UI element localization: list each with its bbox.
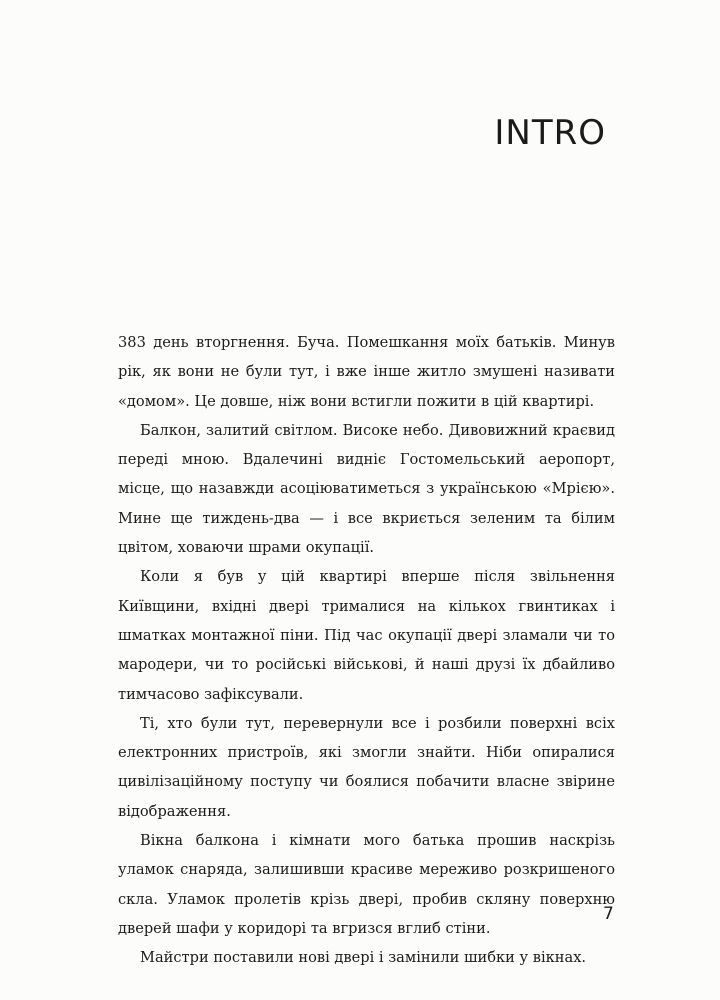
paragraph-3: Коли я був у цій квартирі вперше після звільнення Київщини, вхідні двері трималися на кількох гвинтиках і шматках монтажної піни. Під час окупації двері зламали чи то мародери, чи то російські військові, й наші друзі їх дбайливо тимчасово зафіксували. bbox=[118, 568, 615, 703]
paragraph-6: Майстри поставили нові двері і замінили шибки у вікнах. bbox=[140, 949, 587, 967]
paragraph-2: Балкон, залитий світлом. Високе небо. Дивовижний краєвид переді мною. Вдалечині видніє Гостомельський аеропорт, місце, що назавжди асоціюватиметься з українською «Мрією». Мине ще тиждень-два — і все вкриється зеленим та білим цвітом, ховаючи шрами окупації. bbox=[118, 421, 615, 557]
chapter-title: INTRO bbox=[494, 113, 606, 153]
page-number: 7 bbox=[603, 904, 614, 924]
paragraph-1: 383 день вторгнення. Буча. Помешкання моїх батьків. Минув рік, як вони не були тут, і вже інше житло змушені називати «домом». Це довше, ніж вони встигли пожити в цій квартирі. bbox=[118, 334, 615, 410]
chapter-body bbox=[118, 328, 615, 973]
paragraph-4: Ті, хто були тут, перевернули все і розбили поверхні всіх електронних пристроїв, які змогли знайти. Ніби опиралися цивілізаційному поступу чи боялися побачити власне звірине відображення. bbox=[118, 714, 615, 820]
paragraph-5: Вікна балкона і кімнати мого батька прошив наскрізь уламок снаряда, залишивши красиве мереживо розкришеного скла. Уламок пролетів крізь двері, пробив скляну поверхню дверей шафи у коридорі та вгризся вглиб стіни. bbox=[118, 832, 615, 937]
